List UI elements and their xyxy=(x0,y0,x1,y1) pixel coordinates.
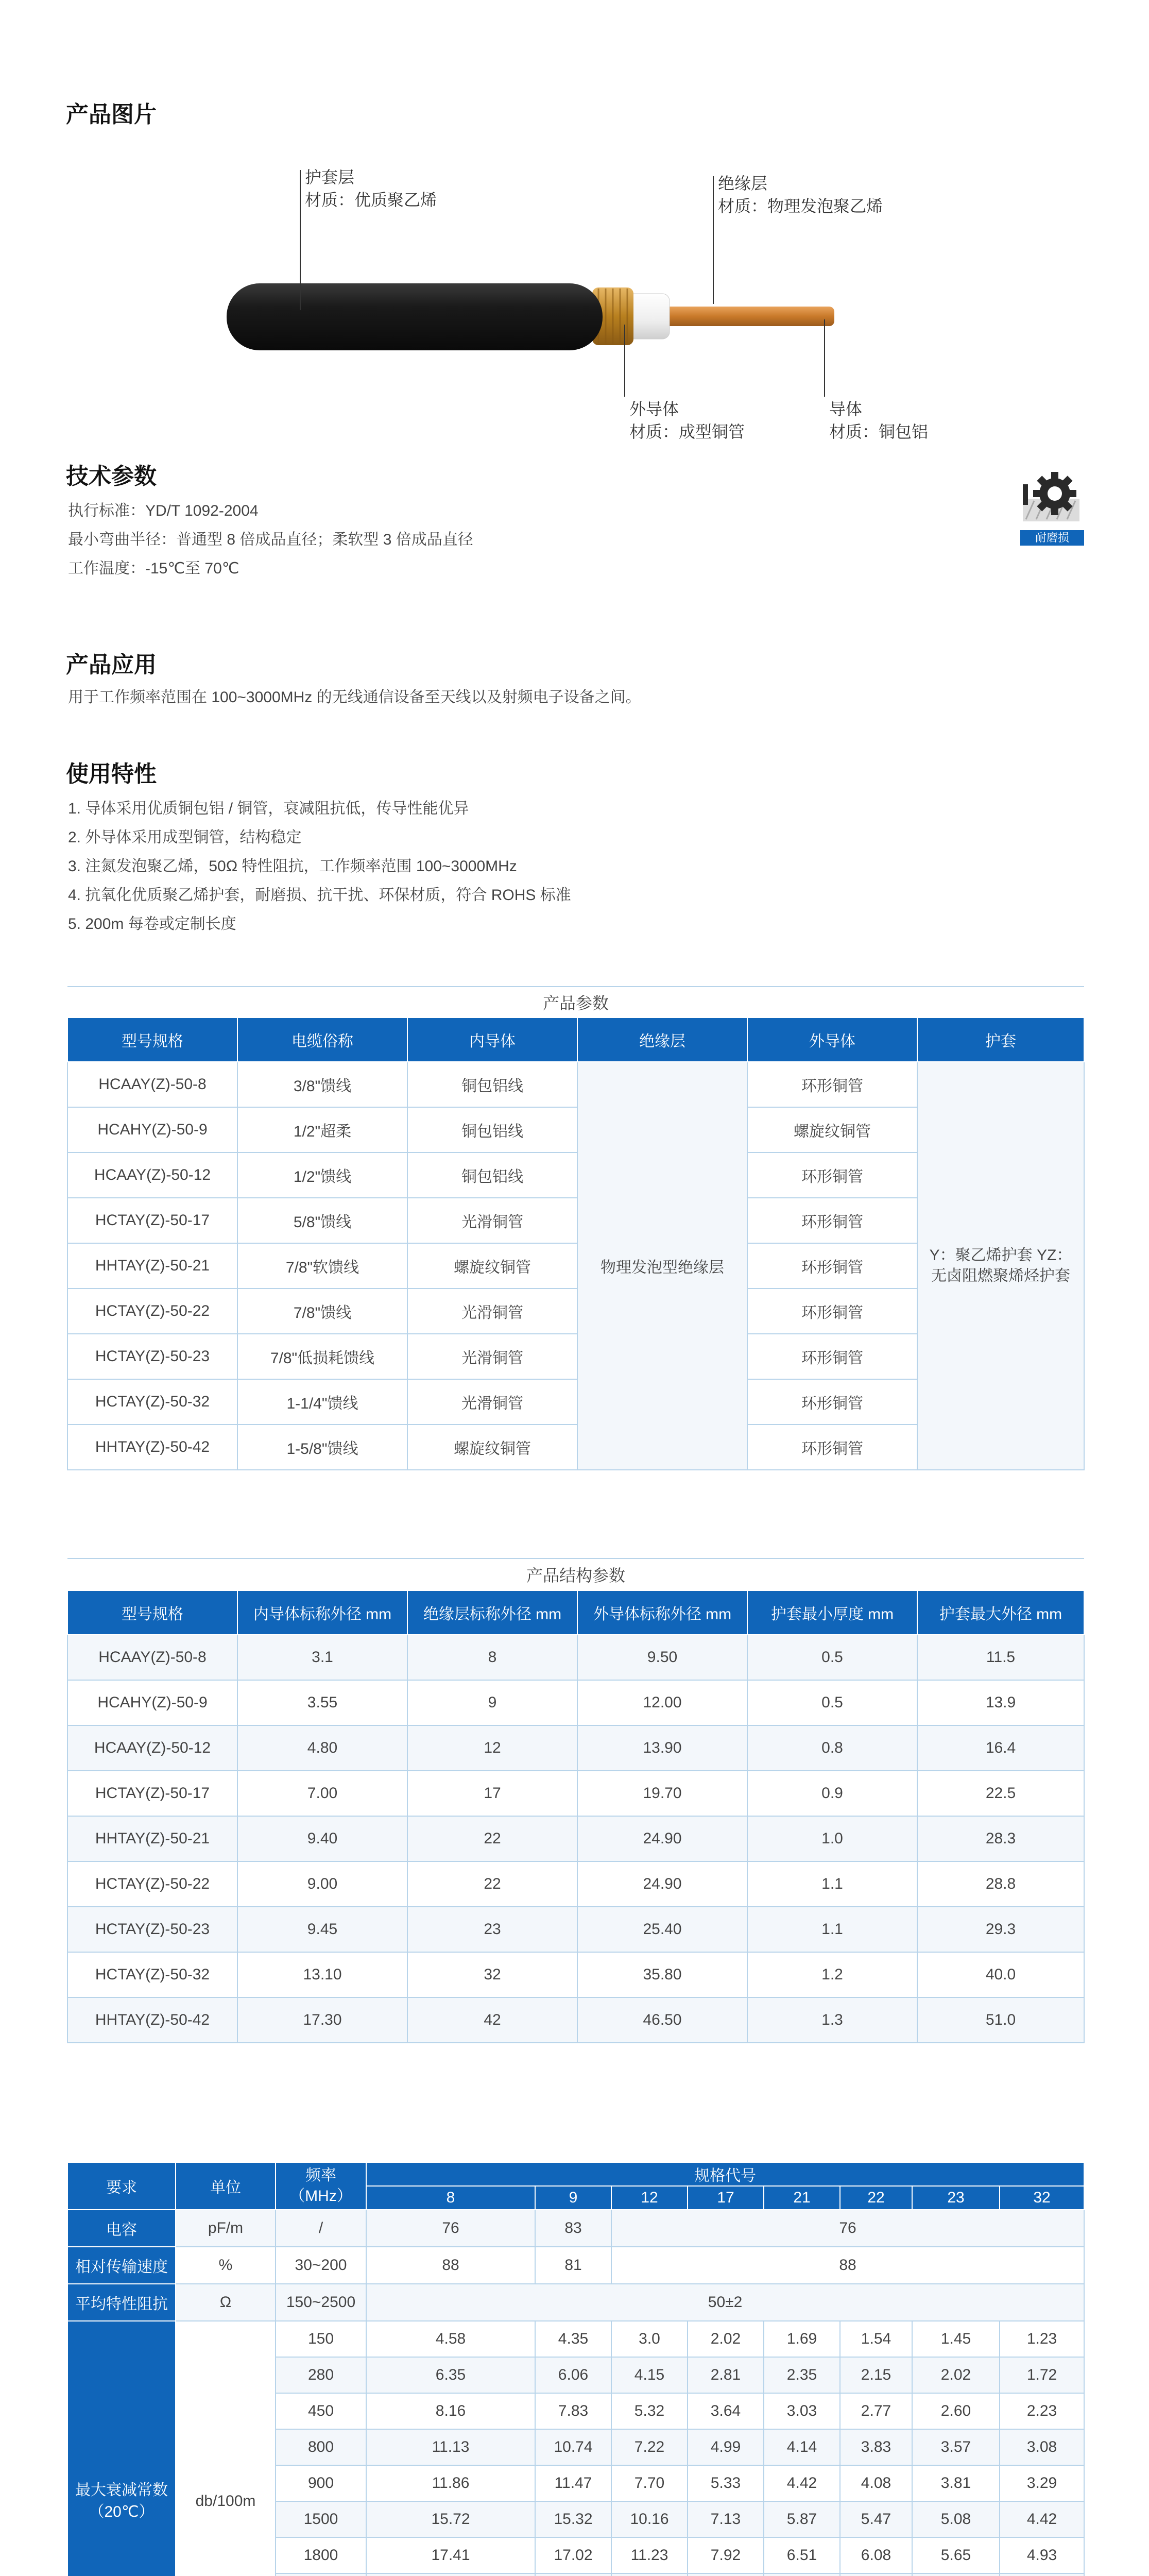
cell-alias: 1-5/8"馈线 xyxy=(237,1425,407,1470)
cell: HHTAY(Z)-50-21 xyxy=(67,1816,237,1861)
cell: 7.92 xyxy=(688,2537,764,2573)
cell: 9.45 xyxy=(237,1907,407,1952)
table-row xyxy=(67,1997,1084,2043)
col-header: 型号规格 xyxy=(67,1590,237,1635)
cell-jacket-merged xyxy=(917,1062,1084,1470)
cell: 13.9 xyxy=(917,1680,1084,1725)
cell: 17 xyxy=(407,1771,577,1816)
col-header: 内导体标称外径 mm xyxy=(237,1590,407,1635)
cell: 19.70 xyxy=(577,1771,747,1816)
cell: 4.15 xyxy=(611,2357,688,2393)
structure-params-table xyxy=(67,1558,1085,2043)
cell: 3.55 xyxy=(237,1680,407,1725)
cell: HCTAY(Z)-50-32 xyxy=(67,1952,237,1997)
cell-alias: 1-1/4"馈线 xyxy=(237,1379,407,1425)
cell-inner: 铜包铝线 xyxy=(407,1062,577,1107)
col-header: 外导体 xyxy=(747,1018,917,1062)
cell: 83 xyxy=(535,2210,611,2247)
code-header: 12 xyxy=(611,2186,688,2210)
inner-conductor xyxy=(654,307,834,326)
cell-model: HHTAY(Z)-50-21 xyxy=(67,1243,237,1289)
table-row xyxy=(67,1680,1084,1725)
section-title-images: 产品图片 xyxy=(66,102,157,127)
cell: 12.00 xyxy=(577,1680,747,1725)
badge-label: 耐磨损 xyxy=(1020,530,1084,546)
cell: 22 xyxy=(407,1861,577,1907)
cell: 3.64 xyxy=(688,2393,764,2429)
cell-freq: 900 xyxy=(276,2465,366,2501)
cell: HCTAY(Z)-50-17 xyxy=(67,1771,237,1816)
cell: 1.3 xyxy=(747,1997,917,2043)
cell xyxy=(840,2573,912,2576)
cell: 0.8 xyxy=(747,1725,917,1771)
cell: 1.45 xyxy=(912,2321,1000,2357)
cell xyxy=(764,2573,840,2576)
cell: 8.16 xyxy=(366,2393,535,2429)
cell: 3.0 xyxy=(611,2321,688,2357)
cell: HCAHY(Z)-50-9 xyxy=(67,1680,237,1725)
table-row xyxy=(67,1861,1084,1907)
header-codes: 规格代号 xyxy=(366,2162,1084,2186)
cell-model: HCAAY(Z)-50-8 xyxy=(67,1062,237,1107)
cell: 9.50 xyxy=(577,1635,747,1680)
row-capacitance-label: 电容 xyxy=(67,2210,176,2247)
cell: 2.15 xyxy=(840,2357,912,2393)
cell: 5.65 xyxy=(912,2537,1000,2573)
section-title-tech: 技术参数 xyxy=(66,464,157,489)
wear-resistant-badge xyxy=(1019,469,1086,551)
cell: 11.5 xyxy=(917,1635,1084,1680)
cell: 4.99 xyxy=(688,2429,764,2465)
cell: 15.72 xyxy=(366,2501,535,2537)
cell: 1.0 xyxy=(747,1816,917,1861)
cell: 3.57 xyxy=(912,2429,1000,2465)
application-text: 用于工作频率范围在 100~3000MHz 的无线通信设备至天线以及射频电子设备之间。 xyxy=(68,689,641,706)
cell: 4.42 xyxy=(764,2465,840,2501)
code-header: 32 xyxy=(1000,2186,1084,2210)
cell: 11.86 xyxy=(366,2465,535,2501)
product-params-table xyxy=(67,986,1085,1470)
jacket-text: Y：聚乙烯护套 YZ：无卤阻燃聚烯烃护套 xyxy=(929,1247,1072,1284)
cell: 9.40 xyxy=(237,1816,407,1861)
cell-outer: 环形铜管 xyxy=(747,1289,917,1334)
cell-outer: 环形铜管 xyxy=(747,1243,917,1289)
cell-freq: 280 xyxy=(276,2357,366,2393)
cell: 6.51 xyxy=(764,2537,840,2573)
cell: 2.35 xyxy=(764,2357,840,2393)
cell xyxy=(688,2573,764,2576)
cell-inner: 铜包铝线 xyxy=(407,1107,577,1153)
table-row xyxy=(67,1635,1084,1680)
inner-conductor-material: 材质：铜包铝 xyxy=(829,422,929,441)
code-header: 21 xyxy=(764,2186,840,2210)
cell: 17.02 xyxy=(535,2537,611,2573)
cell: 50±2 xyxy=(366,2284,1084,2321)
cell: 35.80 xyxy=(577,1952,747,1997)
jacket-material: 材质：优质聚乙烯 xyxy=(305,191,437,209)
cell: 7.83 xyxy=(535,2393,611,2429)
col-header: 护套最大外径 mm xyxy=(917,1590,1084,1635)
cell: 25.40 xyxy=(577,1907,747,1952)
col-header: 护套 xyxy=(917,1018,1084,1062)
cell: 29.3 xyxy=(917,1907,1084,1952)
cell: 2.02 xyxy=(688,2321,764,2357)
cell: 46.50 xyxy=(577,1997,747,2043)
cell-freq: 150~2500 xyxy=(276,2284,366,2321)
tech-line-bend: 最小弯曲半径：普通型 8 倍成品直径；柔软型 3 倍成品直径 xyxy=(68,531,473,548)
cell: 28.8 xyxy=(917,1861,1084,1907)
insulation-label: 绝缘层 xyxy=(718,174,768,193)
cell-outer: 环形铜管 xyxy=(747,1062,917,1107)
header-unit: 单位 xyxy=(176,2162,276,2210)
feature-item: 3. 注氮发泡聚乙烯，50Ω 特性阻抗，工作频率范围 100~3000MHz xyxy=(68,858,517,875)
cell-model: HCTAY(Z)-50-17 xyxy=(67,1198,237,1243)
cell: 7.13 xyxy=(688,2501,764,2537)
outer-conductor-material: 材质：成型铜管 xyxy=(629,422,745,441)
section-title-application: 产品应用 xyxy=(66,652,157,677)
table-row xyxy=(67,1816,1084,1861)
cell-freq: 450 xyxy=(276,2393,366,2429)
tech-line-standard: 执行标准：YD/T 1092-2004 xyxy=(68,502,259,519)
cell: 4.35 xyxy=(535,2321,611,2357)
cell-alias: 1/2"馈线 xyxy=(237,1153,407,1198)
cell: 2.23 xyxy=(1000,2393,1084,2429)
cell: 6.08 xyxy=(840,2537,912,2573)
cell: 4.93 xyxy=(1000,2537,1084,2573)
cell: 5.32 xyxy=(611,2393,688,2429)
cell-model: HCTAY(Z)-50-23 xyxy=(67,1334,237,1379)
jacket-layer xyxy=(227,283,603,350)
cell: 6.06 xyxy=(535,2357,611,2393)
cell: 81 xyxy=(535,2247,611,2284)
cell-model: HHTAY(Z)-50-42 xyxy=(67,1425,237,1470)
cell: 22.5 xyxy=(917,1771,1084,1816)
cell: 24.90 xyxy=(577,1861,747,1907)
table-row xyxy=(67,1771,1084,1816)
cell: 32 xyxy=(407,1952,577,1997)
cell: 7.70 xyxy=(611,2465,688,2501)
cell: HCAAY(Z)-50-12 xyxy=(67,1725,237,1771)
table-row xyxy=(67,2321,1084,2357)
cell-inner: 光滑铜管 xyxy=(407,1379,577,1425)
cell-alias: 7/8"软馈线 xyxy=(237,1243,407,1289)
cell-freq: 150 xyxy=(276,2321,366,2357)
cell: 1.1 xyxy=(747,1907,917,1952)
electrical-specs-table xyxy=(67,2162,1085,2576)
header-frequency: 频率（MHz） xyxy=(276,2162,366,2210)
cell: 22 xyxy=(407,1816,577,1861)
code-header: 23 xyxy=(912,2186,1000,2210)
cell-alias: 5/8"馈线 xyxy=(237,1198,407,1243)
cell: HCTAY(Z)-50-22 xyxy=(67,1861,237,1907)
cell: 8 xyxy=(407,1635,577,1680)
cell-outer: 环形铜管 xyxy=(747,1334,917,1379)
cell-alias: 7/8"馈线 xyxy=(237,1289,407,1334)
insulation-material: 材质：物理发泡聚乙烯 xyxy=(718,197,883,215)
cell: 2.77 xyxy=(840,2393,912,2429)
cell: HCAAY(Z)-50-8 xyxy=(67,1635,237,1680)
cell: 3.03 xyxy=(764,2393,840,2429)
cell: 1.69 xyxy=(764,2321,840,2357)
cell: 2.02 xyxy=(912,2357,1000,2393)
cell: 3.83 xyxy=(840,2429,912,2465)
cell-freq: 30~200 xyxy=(276,2247,366,2284)
cell: 1.54 xyxy=(840,2321,912,2357)
cell-unit: pF/m xyxy=(176,2210,276,2247)
inner-conductor-label: 导体 xyxy=(829,400,863,418)
cell: 3.29 xyxy=(1000,2465,1084,2501)
section-title-features: 使用特性 xyxy=(66,761,157,787)
cell-inner: 光滑铜管 xyxy=(407,1198,577,1243)
cell-outer: 环形铜管 xyxy=(747,1153,917,1198)
cell: 11.23 xyxy=(611,2537,688,2573)
cell: 12 xyxy=(407,1725,577,1771)
table-row xyxy=(67,2210,1084,2247)
jacket-label: 护套层 xyxy=(305,168,355,187)
cell-freq: 1800 xyxy=(276,2537,366,2573)
cell: 1.72 xyxy=(1000,2357,1084,2393)
cell: 17.41 xyxy=(366,2537,535,2573)
cell: 76 xyxy=(366,2210,535,2247)
cell-model: HCTAY(Z)-50-32 xyxy=(67,1379,237,1425)
cell-inner: 铜包铝线 xyxy=(407,1153,577,1198)
cell: 4.80 xyxy=(237,1725,407,1771)
tech-line-temp: 工作温度：-15℃至 70℃ xyxy=(68,560,239,577)
cell: 88 xyxy=(611,2247,1084,2284)
feature-item: 4. 抗氧化优质聚乙烯护套，耐磨损、抗干扰、环保材质，符合 ROHS 标准 xyxy=(68,887,571,904)
code-header: 8 xyxy=(366,2186,535,2210)
cell: 3.81 xyxy=(912,2465,1000,2501)
feature-item: 5. 200m 每卷或定制长度 xyxy=(68,916,236,933)
cell-freq: 800 xyxy=(276,2429,366,2465)
cable-diagram xyxy=(221,155,942,464)
cell: 5.08 xyxy=(912,2501,1000,2537)
cell xyxy=(611,2573,688,2576)
cell xyxy=(366,2573,535,2576)
cell-outer: 环形铜管 xyxy=(747,1379,917,1425)
cell: 3.08 xyxy=(1000,2429,1084,2465)
cell: 2.60 xyxy=(912,2393,1000,2429)
col-header: 电缆俗称 xyxy=(237,1018,407,1062)
cell: 17.30 xyxy=(237,1997,407,2043)
cell-freq: 1500 xyxy=(276,2501,366,2537)
table-caption: 产品结构参数 xyxy=(67,1558,1084,1590)
cell: 6.35 xyxy=(366,2357,535,2393)
cell: 1.23 xyxy=(1000,2321,1084,2357)
cell-alias: 1/2"超柔 xyxy=(237,1107,407,1153)
table-row xyxy=(67,1062,1084,1107)
cell: HHTAY(Z)-50-42 xyxy=(67,1997,237,2043)
table-row xyxy=(67,1725,1084,1771)
cell: 11.13 xyxy=(366,2429,535,2465)
cell: 42 xyxy=(407,1997,577,2043)
cell: 4.42 xyxy=(1000,2501,1084,2537)
cell-inner: 光滑铜管 xyxy=(407,1334,577,1379)
cell-model: HCAHY(Z)-50-9 xyxy=(67,1107,237,1153)
table-row xyxy=(67,2247,1084,2284)
cell-unit: Ω xyxy=(176,2284,276,2321)
cell: 0.9 xyxy=(747,1771,917,1816)
cell: 13.10 xyxy=(237,1952,407,1997)
code-header: 22 xyxy=(840,2186,912,2210)
cell-alias: 7/8"低损耗馈线 xyxy=(237,1334,407,1379)
cell: 2.81 xyxy=(688,2357,764,2393)
gear-icon xyxy=(1019,469,1086,526)
cell-alias: 3/8"馈线 xyxy=(237,1062,407,1107)
outer-conductor-label: 外导体 xyxy=(629,400,679,418)
header-requirement: 要求 xyxy=(67,2162,176,2210)
cell-unit: % xyxy=(176,2247,276,2284)
cell: 4.14 xyxy=(764,2429,840,2465)
col-header: 外导体标称外径 mm xyxy=(577,1590,747,1635)
cell: 51.0 xyxy=(917,1997,1084,2043)
row-attenuation-label: 最大衰减常数（20℃） xyxy=(67,2321,176,2576)
cell: 88 xyxy=(366,2247,535,2284)
table-caption: 产品参数 xyxy=(67,987,1084,1018)
cell: 7.22 xyxy=(611,2429,688,2465)
table-row xyxy=(67,2284,1084,2321)
table-row xyxy=(67,1907,1084,1952)
cell-freq: / xyxy=(276,2210,366,2247)
cell: 10.74 xyxy=(535,2429,611,2465)
cell-model: HCAAY(Z)-50-12 xyxy=(67,1153,237,1198)
cell: 76 xyxy=(611,2210,1084,2247)
cell: 0.5 xyxy=(747,1680,917,1725)
cell-outer: 环形铜管 xyxy=(747,1425,917,1470)
cell: 5.47 xyxy=(840,2501,912,2537)
cell: HCTAY(Z)-50-23 xyxy=(67,1907,237,1952)
cell-inner: 光滑铜管 xyxy=(407,1289,577,1334)
cell: 23 xyxy=(407,1907,577,1952)
code-header: 9 xyxy=(535,2186,611,2210)
row-impedance-label: 平均特性阻抗 xyxy=(67,2284,176,2321)
cell: 40.0 xyxy=(917,1952,1084,1997)
cell: 7.00 xyxy=(237,1771,407,1816)
cell: 16.4 xyxy=(917,1725,1084,1771)
cell: 3.1 xyxy=(237,1635,407,1680)
cell-freq xyxy=(276,2573,366,2576)
cell: 5.87 xyxy=(764,2501,840,2537)
cell: 11.47 xyxy=(535,2465,611,2501)
cell: 4.08 xyxy=(840,2465,912,2501)
cell: 9.00 xyxy=(237,1861,407,1907)
cell: 13.90 xyxy=(577,1725,747,1771)
cell: 10.16 xyxy=(611,2501,688,2537)
cell: 5.33 xyxy=(688,2465,764,2501)
cell: 1.1 xyxy=(747,1861,917,1907)
cell xyxy=(535,2573,611,2576)
table-row xyxy=(67,1952,1084,1997)
col-header: 内导体 xyxy=(407,1018,577,1062)
cell-inner: 螺旋纹铜管 xyxy=(407,1425,577,1470)
col-header: 绝缘层 xyxy=(577,1018,747,1062)
row-velocity-label: 相对传输速度 xyxy=(67,2247,176,2284)
cell-inner: 螺旋纹铜管 xyxy=(407,1243,577,1289)
feature-item: 1. 导体采用优质铜包铝 / 铜管，衰减阻抗低，传导性能优异 xyxy=(68,800,469,817)
cell: 24.90 xyxy=(577,1816,747,1861)
cell-model: HCTAY(Z)-50-22 xyxy=(67,1289,237,1334)
cell-unit: db/100m xyxy=(176,2321,276,2576)
cell: 4.58 xyxy=(366,2321,535,2357)
cell-insulation-merged: 物理发泡型绝缘层 xyxy=(577,1062,747,1470)
col-header: 型号规格 xyxy=(67,1018,237,1062)
cell: 28.3 xyxy=(917,1816,1084,1861)
cell: 1.2 xyxy=(747,1952,917,1997)
cell: 0.5 xyxy=(747,1635,917,1680)
feature-item: 2. 外导体采用成型铜管，结构稳定 xyxy=(68,829,302,846)
cell-outer: 螺旋纹铜管 xyxy=(747,1107,917,1153)
code-header: 17 xyxy=(688,2186,764,2210)
col-header: 护套最小厚度 mm xyxy=(747,1590,917,1635)
col-header: 绝缘层标称外径 mm xyxy=(407,1590,577,1635)
cell xyxy=(1000,2573,1084,2576)
cell xyxy=(912,2573,1000,2576)
cell: 15.32 xyxy=(535,2501,611,2537)
cell-outer: 环形铜管 xyxy=(747,1198,917,1243)
cell: 9 xyxy=(407,1680,577,1725)
